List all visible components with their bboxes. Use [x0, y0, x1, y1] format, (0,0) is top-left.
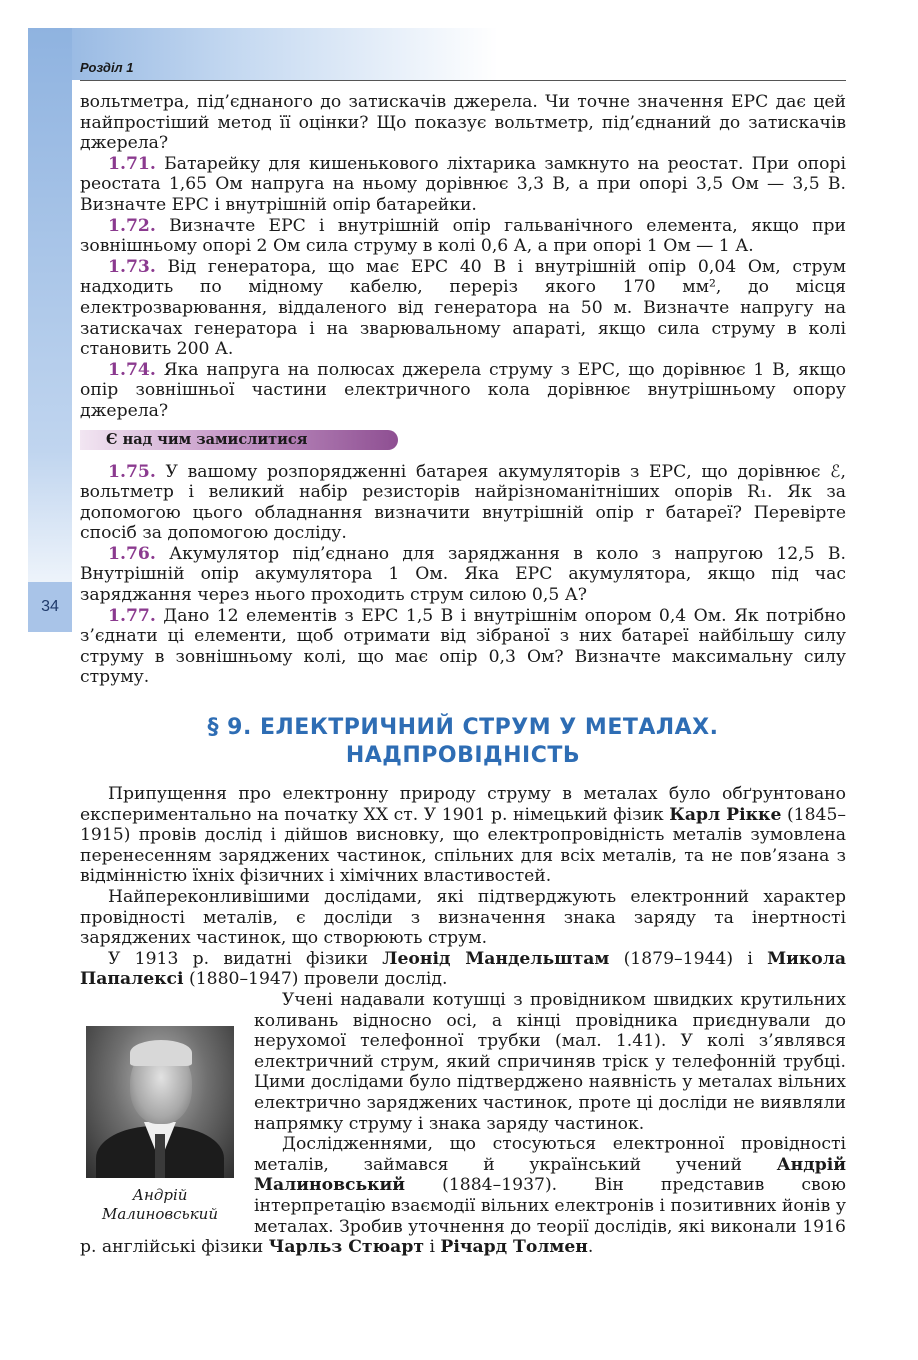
- problem-number: 1.75.: [108, 461, 156, 482]
- problem-text: Дано 12 елементів з ЕРС 1,5 В і внутрішнім опором 0,4 Ом. Як потрібно з’єднати ці елементи, щоб отримати від зібраної з них батареї найбільшу силу струму в зовнішньому колі, що має опір 0,3 Ом? Визначте максимальну силу струму.: [80, 605, 846, 688]
- paragraph-1: [80, 784, 846, 887]
- paragraph-text: Дослідженнями, що стосуються електронної провідності металів, займався й український учений: [254, 1134, 846, 1175]
- problem-text: Яка напруга на полюсах джерела струму з ЕРС, що дорівнює 1 В, якщо опір зовнішньої частини електричного кола дорівнює внутрішньому опору джерела?: [80, 359, 846, 421]
- section-title-line-2: НАДПРОВІДНІСТЬ: [345, 743, 581, 769]
- problem-text: Визначте ЕРС і внутрішній опір гальванічного елемента, якщо при зовнішньому опорі 2 Ом сила струму в колі 0,6 А, а при опорі 1 Ом — 1 А.: [80, 215, 847, 257]
- problem-text: Батарейку для кишенькового ліхтарика замкнуто на реостат. При опорі реостата 1,65 Ом напруга на ньому дорівнює 3,3 В, а при опорі 3,5 Ом — 3,5 В. Визначте ЕРС і внутрішній опір батарейки.: [80, 153, 846, 215]
- page-number: 34: [28, 582, 72, 632]
- paragraph-text: (1884–1937). Він представив свою інтерпретацію взаємодії вільних електронів і позитивних йонів у металах. Зробив уточнення до теорії дослідів, які виконали 1916 р. англійські фізики: [80, 1175, 846, 1258]
- paragraph-text: (1845–1915) провів дослід і дійшов висновку, що електропровідність металів зумовлена перенесенням заряджених частинок, спільних для всіх металів, та не пов’язана з відмінністю їхніх фізичних і хімічних властивостей.: [80, 804, 846, 887]
- problem-number: 1.76.: [108, 543, 156, 564]
- paragraph-text: (1879–1944) і: [609, 948, 768, 969]
- problem-1-71: [80, 154, 846, 216]
- problem-number: 1.74.: [108, 359, 156, 380]
- problem-number: 1.71.: [108, 153, 156, 174]
- section-title-line-1: § 9. ЕЛЕКТРИЧНИЙ СТРУМ У МЕТАЛАХ.: [207, 715, 719, 741]
- problem-1-73: [80, 257, 846, 360]
- problem-1-77: [80, 606, 846, 688]
- paragraph-4: Учені надавали котушці з провідником швидких крутильних коливань відносно осі, а кінці провідника приєднували до нерухомої телефонної трубки (мал. 1.41). У колі з’являвся електричний струм, який спричиняв тріск у телефонній трубці. Цими дослідами було підтверджено наявність у металах вільних електрично заряджених частинок, проте ці досліди не виявляли напрямку струму і знака заряду частинок.: [254, 989, 846, 1134]
- person-name: Леонід Мандельштам: [382, 948, 610, 969]
- portrait-figure: [80, 1026, 240, 1224]
- caption-line-1: Андрій: [132, 1185, 188, 1204]
- paragraph-2: Найпереконливішими дослідами, які підтверджують електронний характер провідності металів, є досліди з визначення знака заряду та інертності заряджених частинок, що створюють струм.: [80, 887, 846, 949]
- side-band: [28, 28, 72, 633]
- running-head: Розділ 1: [80, 60, 134, 75]
- paragraph-text: У 1913 р. видатні фізики: [108, 948, 383, 969]
- think-section-banner: Є над чим замислитися: [80, 430, 398, 450]
- problem-1-72: [80, 216, 846, 257]
- paragraph-text: .: [587, 1237, 594, 1258]
- paragraph-3: [80, 949, 846, 990]
- person-name: Карл Рікке: [669, 804, 782, 825]
- problem-1-76: [80, 544, 846, 606]
- problem-text: Акумулятор під’єднано для заряджання в коло з напругою 12,5 В. Внутрішній опір акумулятора 1 Ом. Яка ЕРС акумулятора, якщо під час заряджання через нього проходить струм силою 0,5 А?: [80, 543, 847, 606]
- paragraph-text: і: [423, 1237, 441, 1258]
- problem-number: 1.77.: [108, 605, 156, 626]
- caption-line-2: Малиновський: [101, 1204, 218, 1223]
- portrait-caption: [80, 1186, 240, 1224]
- section-title: [80, 714, 846, 770]
- problem-text: Від генератора, що має ЕРС 40 В і внутрішній опір 0,04 Ом, струм надходить по мідному кабелю, переріз якого 170 мм², до місця електрозварювання, віддаленого від генератора на 50 м. Визначте напругу на затискачах генератора і на зварювальному апараті, якщо сила струму в колі становить 200 А.: [80, 256, 846, 360]
- problem-number: 1.72.: [108, 215, 156, 236]
- header-rule: [80, 80, 846, 81]
- paragraph-text: Припущення про електронну природу струму в металах було обґрунтовано експериментально на початку XX ст. У 1901 р. німецький фізик: [80, 784, 846, 825]
- person-name: Річард Толмен: [440, 1237, 588, 1258]
- problem-text: У вашому розпорядженні батарея акумуляторів з ЕРС, що дорівнює ℰ, вольтметр і великий набір резисторів найрізноманітніших опорів R₁. Як за допомогою цього обладнання визначити внутрішній опір r батареї? Перевірте спосіб за допомогою досліду.: [80, 461, 846, 544]
- person-name: Андрій Малиновський: [254, 1154, 846, 1196]
- problem-1-74: [80, 360, 846, 422]
- person-name: Чарльз Стюарт: [268, 1237, 424, 1258]
- problem-carry-text: вольтметра, під’єднаного до затискачів джерела. Чи точне значення ЕРС дає цей найпростіший метод її оцінки? Що показує вольтметр, під’єднаний до затискачів джерела?: [80, 92, 846, 154]
- portrait-photo: [86, 1026, 234, 1178]
- person-name: Микола Папалексі: [80, 948, 846, 990]
- page-content: [80, 92, 846, 1258]
- problem-1-75: [80, 462, 846, 544]
- paragraph-text: (1880–1947) провели дослід.: [183, 969, 448, 990]
- problem-number: 1.73.: [108, 256, 156, 277]
